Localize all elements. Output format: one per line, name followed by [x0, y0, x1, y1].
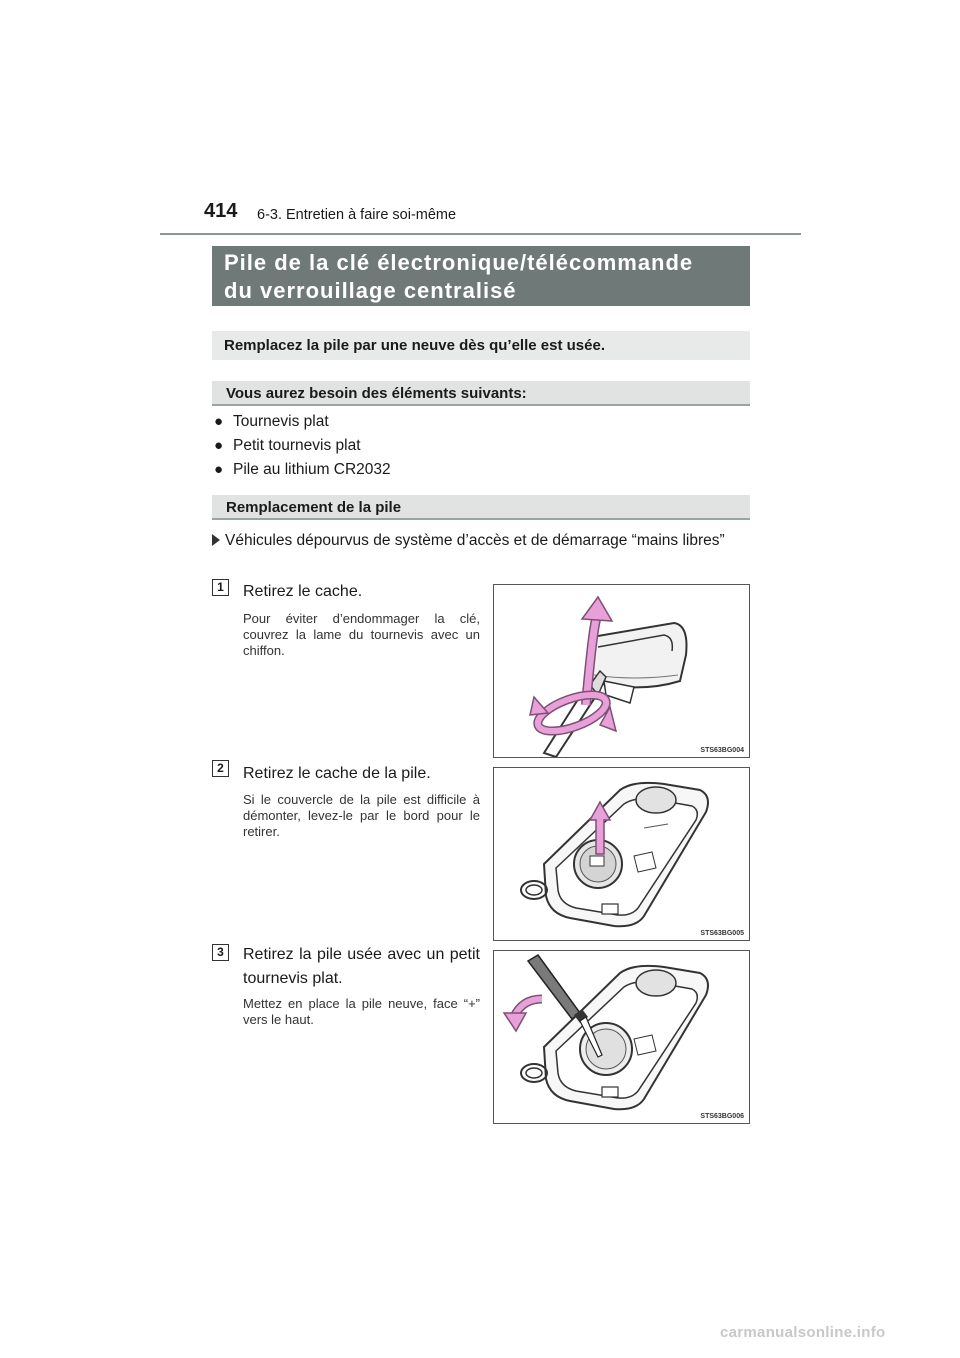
step-3-illustration	[493, 950, 750, 1124]
intro-box: Remplacez la pile par une neuve dès qu’elle est usée.	[212, 331, 750, 360]
step-2-illustration	[493, 767, 750, 941]
bullet-icon: ●	[214, 437, 224, 454]
section-heading: 6-3. Entretien à faire soi-même	[257, 207, 457, 223]
needs-heading: Vous aurez besoin des éléments suivants:	[212, 381, 750, 406]
triangle-bullet-icon	[212, 534, 220, 546]
page-title	[212, 246, 750, 306]
step-note: Si le couvercle de la pile est difficile à démonter, levez-le par le bord pour le retirer.	[243, 792, 480, 839]
header-rule	[160, 233, 801, 235]
figure-code: STS63BG006	[700, 1113, 744, 1120]
page-number: 414	[204, 200, 238, 222]
list-item: ● Pile au lithium CR2032	[214, 461, 391, 478]
bullet-icon: ●	[214, 413, 224, 430]
figure-code: STS63BG004	[700, 747, 744, 754]
page-title-line-1: Pile de la clé électronique/télécommande	[224, 250, 694, 275]
replacement-heading: Remplacement de la pile	[212, 495, 750, 520]
bullet-icon: ●	[214, 461, 224, 478]
step-number: 1	[212, 579, 229, 596]
list-item: ● Tournevis plat	[214, 413, 329, 430]
vehicle-condition: Véhicules dépourvus de système d’accès et de démarrage “mains libres”	[225, 528, 751, 553]
step-number: 2	[212, 760, 229, 777]
step-title: Retirez le cache de la pile.	[243, 765, 431, 782]
page-title-line-2: du verrouillage centralisé	[224, 278, 517, 303]
figure-code: STS63BG005	[700, 930, 744, 937]
list-item: ● Petit tournevis plat	[214, 437, 361, 454]
step-note: Mettez en place la pile neuve, face “+” vers le haut.	[243, 996, 480, 1027]
watermark: carmanualsonline.info	[720, 1324, 886, 1341]
step-title: Retirez le cache.	[243, 583, 363, 600]
step-1-illustration	[493, 584, 750, 758]
step-note: Pour éviter d’endommager la clé, couvrez la lame du tournevis avec un chiffon.	[243, 611, 480, 658]
step-title: Retirez la pile usée avec un petit tournevis plat.	[243, 946, 480, 987]
step-number: 3	[212, 944, 229, 961]
